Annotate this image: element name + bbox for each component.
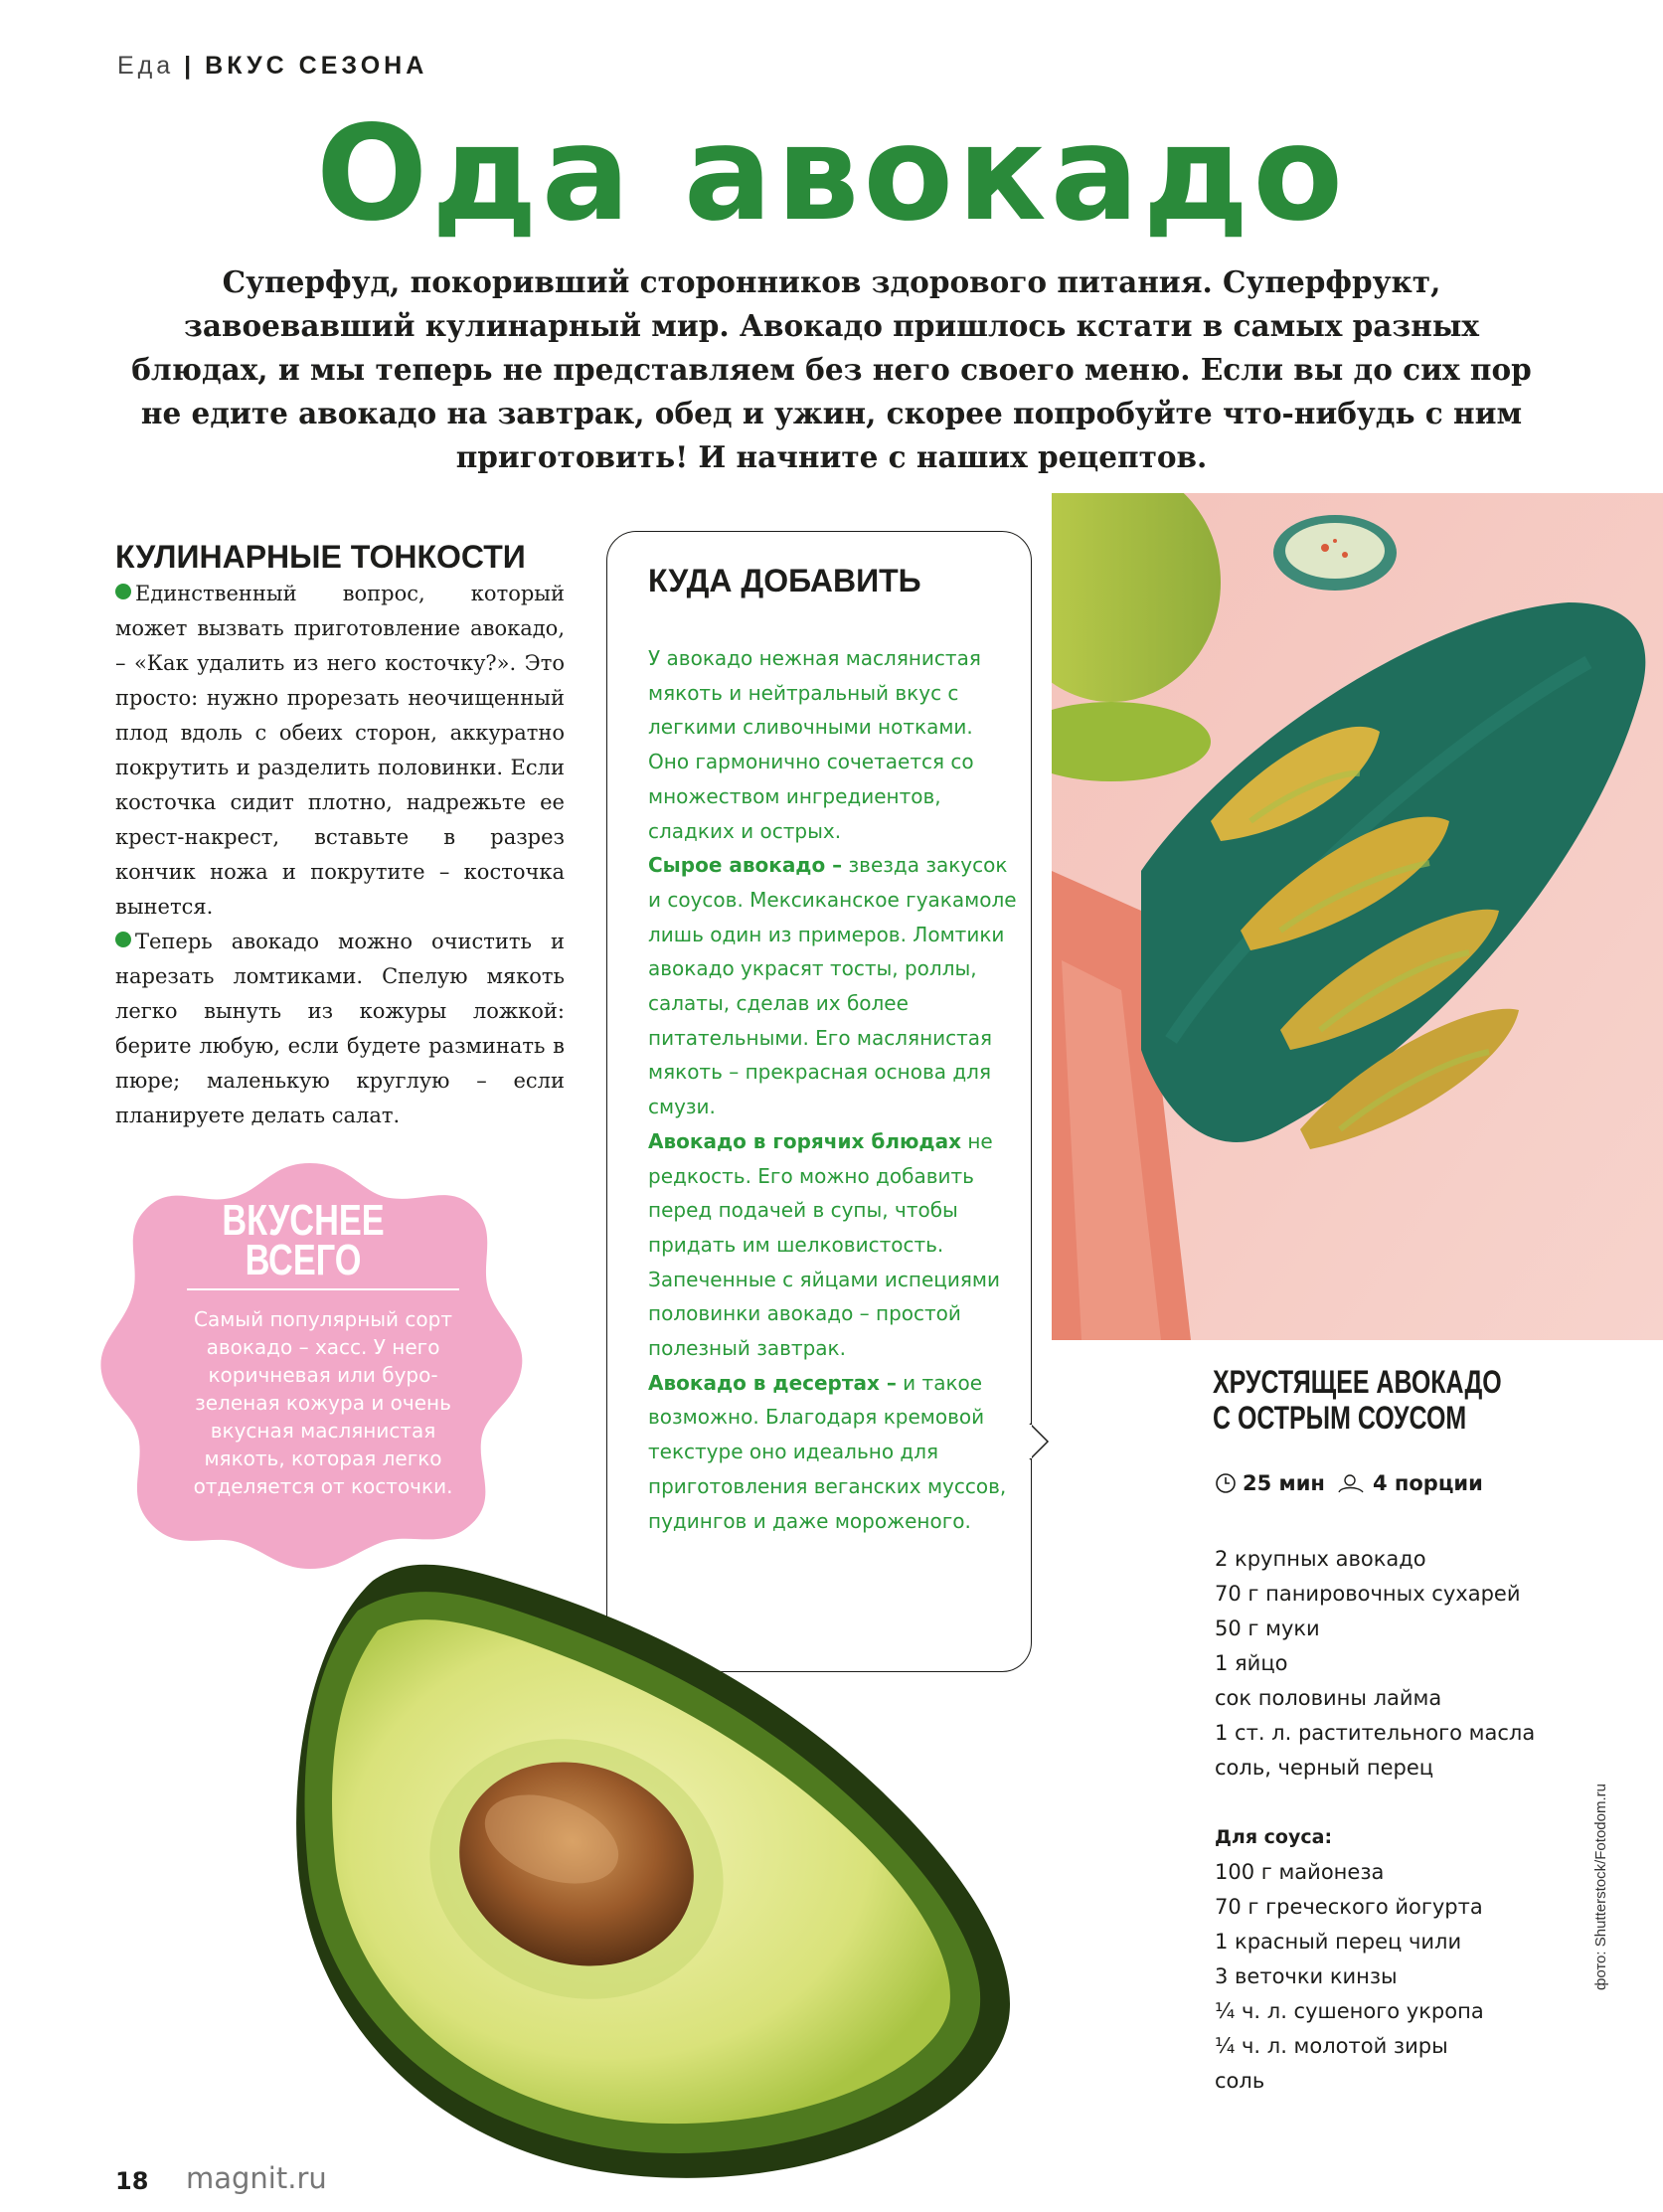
tips-paragraph bbox=[115, 925, 565, 1133]
sauce-heading: Для соуса: bbox=[1215, 1826, 1333, 1848]
ingredient: 2 крупных авокадо bbox=[1215, 1547, 1426, 1571]
ingredient: 1 ст. л. растительного масла bbox=[1215, 1721, 1536, 1745]
box-pointer-icon bbox=[1024, 1422, 1054, 1461]
recipe-title-line: ХРУСТЯЩЕЕ АВОКАДО bbox=[1213, 1364, 1502, 1400]
box-subhead: Авокадо в десертах – bbox=[648, 1370, 897, 1395]
sauce-ingredient: ¼ ч. л. сушеного укропа bbox=[1215, 1999, 1484, 2023]
box-paragraph: У авокадо нежная маслянистая мякоть и нейтральный вкус с легкими сливочными нотками. Оно гармонично сочетается со множеством ингредиентов, сладких и острых. bbox=[648, 646, 981, 843]
cook-time: 25 мин bbox=[1243, 1471, 1325, 1495]
section-name: Еда bbox=[117, 52, 175, 80]
badge-heading bbox=[169, 1196, 437, 1284]
badge-divider bbox=[187, 1288, 459, 1290]
sauce-ingredient: соль bbox=[1215, 2069, 1265, 2093]
sauce-ingredient: ¼ ч. л. молотой зиры bbox=[1215, 2034, 1448, 2058]
tips-paragraph-text: Теперь авокадо можно очистить и нарезать ломтиками. Спелую мякоть легко вынуть из кожуры ложкой: берите любую, если будете разминать в пюре; маленькую круглую – если планируете делать салат. bbox=[115, 930, 565, 1127]
box-subhead: Авокадо в горячих блюдах bbox=[648, 1128, 961, 1153]
portions: 4 порции bbox=[1372, 1471, 1483, 1495]
box-heading: КУДА ДОБАВИТЬ bbox=[648, 563, 921, 598]
box-paragraph bbox=[648, 1366, 1018, 1539]
bullet-icon bbox=[115, 584, 131, 599]
section-label bbox=[117, 52, 427, 81]
tips-heading: КУЛИНАРНЫЕ ТОНКОСТИ bbox=[115, 539, 526, 575]
tips-paragraph bbox=[115, 577, 565, 925]
sauce-ingredient: 1 красный перец чили bbox=[1215, 1930, 1462, 1954]
ingredient: 1 яйцо bbox=[1215, 1651, 1288, 1675]
sauce-ingredient: 3 веточки кинзы bbox=[1215, 1964, 1398, 1988]
box-body bbox=[648, 641, 1018, 1538]
site-url[interactable]: magnit.ru bbox=[186, 2161, 327, 2195]
ingredients-list bbox=[1215, 1542, 1535, 2099]
badge-heading-line: ВСЕГО bbox=[245, 1236, 362, 1284]
box-paragraph-text: звезда закусок и соусов. Мексиканское гуакамоле лишь один из примеров. Ломтики авокадо украсят тосты, роллы, салаты, сделав их более питательными. Его маслянистая мякоть – прекрасная основа для смузи. bbox=[648, 853, 1017, 1119]
recipe-title bbox=[1213, 1364, 1583, 1436]
badge-heading-line: ВКУСНЕЕ bbox=[222, 1196, 385, 1245]
box-subhead: Сырое авокадо – bbox=[648, 853, 843, 878]
bullet-icon bbox=[115, 932, 131, 947]
photo-credit: фото: Shutterstock/Fotodom.ru bbox=[1592, 1784, 1609, 1990]
recipe-title-line: С ОСТРЫМ СОУСОМ bbox=[1213, 1400, 1467, 1436]
tips-body bbox=[115, 577, 565, 1133]
ingredient: соль, черный перец bbox=[1215, 1756, 1434, 1780]
ingredient: 50 г муки bbox=[1215, 1616, 1320, 1640]
box-paragraph bbox=[648, 848, 1018, 1124]
section-separator: | bbox=[184, 52, 196, 80]
ingredient: сок половины лайма bbox=[1215, 1686, 1442, 1710]
portions-icon bbox=[1337, 1472, 1367, 1494]
lead-paragraph: Суперфуд, покоривший сторонников здорового питания. Суперфрукт, завоевавший кулинарный мир. Авокадо пришлось кстати в самых разных блюдах, и мы теперь не представляем без него своего меню. Если вы до сих пор не едите авокадо на завтрак, обед и ужин, скорее попробуйте что-нибудь с ним приготовить! И начните с наших рецептов. bbox=[131, 264, 1532, 474]
ingredient: 70 г панировочных сухарей bbox=[1215, 1582, 1521, 1606]
box-paragraph-text: не редкость. Его можно добавить перед подачей в супы, чтобы придать им шелковистость. Запеченные с яйцами испециями половинки авокадо – простой полезный завтрак. bbox=[648, 1128, 1000, 1361]
sauce-ingredient: 100 г майонеза bbox=[1215, 1860, 1385, 1884]
avocado-half-image bbox=[278, 1551, 1014, 2187]
page-number: 18 bbox=[115, 2167, 149, 2195]
crispy-avocado-photo bbox=[1052, 493, 1663, 1340]
badge-text: Самый популярный сорт авокадо – хасс. У него коричневая или буро-зеленая кожура и очень вкусная маслянистая мякоть, которая легко отделяется от косточки. bbox=[193, 1307, 453, 1498]
sauce-ingredient: 70 г греческого йогурта bbox=[1215, 1895, 1483, 1919]
box-paragraph bbox=[648, 1124, 1018, 1366]
tips-heading-wrap bbox=[115, 539, 526, 576]
box-heading-wrap bbox=[648, 563, 921, 599]
recipe-meta bbox=[1215, 1471, 1483, 1495]
page-title: Ода авокадо bbox=[315, 97, 1348, 251]
clock-icon bbox=[1215, 1472, 1237, 1494]
tips-paragraph-text: Единственный вопрос, который может вызвать приготовление авокадо, – «Как удалить из него косточку?». Это просто: нужно прорезать неочищенный плод вдоль с обеих сторон, аккуратно покрутить и разделить половинки. Если косточка сидит плотно, надрежьте ее крест-накрест, вставьте в разрез кончик ножа и покрутите – косточка вынется. bbox=[115, 582, 565, 919]
section-rubric: ВКУС СЕЗОНА bbox=[205, 52, 428, 80]
box-paragraph-text: и такое возможно. Благодаря кремовой текстуре оно идеально для приготовления веганских муссов, пудингов и даже мороженого. bbox=[648, 1370, 1007, 1533]
